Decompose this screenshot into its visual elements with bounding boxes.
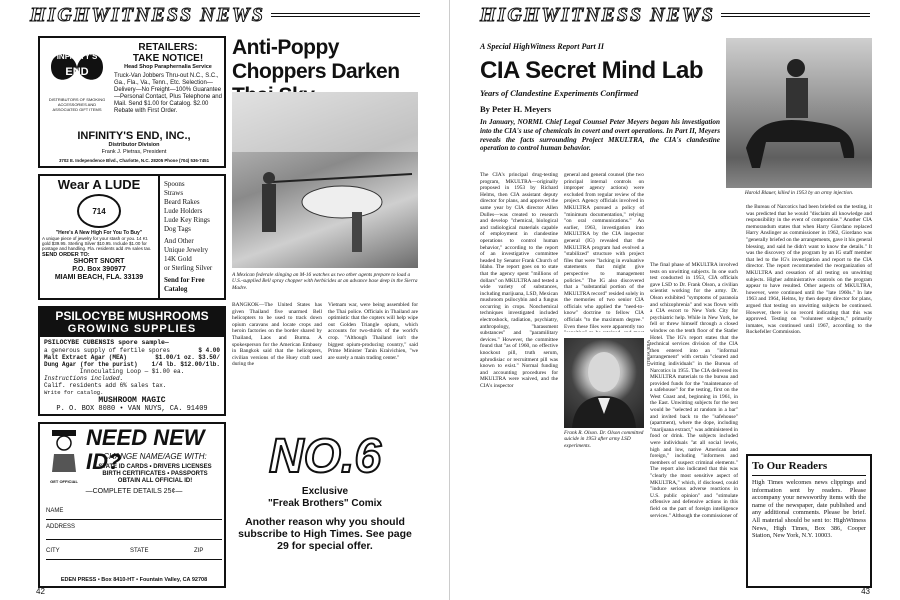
lude-item: Lude Key Rings (164, 216, 210, 224)
mushroom-catalog: Write for catalog. (44, 389, 104, 396)
masthead-right (480, 4, 870, 26)
lude-other-item: 14K Gold (164, 255, 192, 263)
mushroom-product-desc: a generous supply of fertile spores (44, 347, 171, 354)
id-subhead: CHANGE NAME/AGE WITH: (103, 452, 207, 461)
no6-exclusive: Exclusive (301, 486, 349, 497)
lude-catalog: Send for Free Catalog (164, 276, 205, 293)
mushroom-inoc: Innoculating Loop — $1.00 ea. (79, 368, 185, 375)
lude-ad (38, 174, 226, 300)
id-address-field[interactable] (46, 524, 222, 540)
blauer-photo (726, 38, 872, 188)
lude-city: MIAMI BEACH, FLA. 33139 (54, 273, 144, 281)
mushroom-ad (38, 306, 226, 416)
man-with-horse-icon (726, 38, 872, 188)
mushroom-tax: Calif. residents add 6% sales tax. (44, 382, 167, 389)
left-page-number: 42 (36, 587, 45, 596)
mushroom-address: P. O. BOX 8080 • VAN NUYS, CA. 91409 (56, 405, 208, 413)
lude-item: Straws (164, 189, 184, 197)
lude-other-label: And Other (164, 237, 194, 245)
report-byline: By Peter H. Meyers (480, 104, 552, 114)
id-ad (38, 422, 226, 588)
blauer-caption: Harold Blauer, killed in 1953 by an army injection. (744, 190, 854, 196)
lude-items (164, 180, 224, 294)
lude-item: Beard Rakes (164, 198, 200, 206)
id-line3: OBTAIN ALL OFFICIAL ID! (117, 478, 193, 484)
id-state-label: STATE (130, 548, 149, 554)
id-line1: STATE ID CARDS • DRIVERS LICENSES (98, 464, 212, 470)
id-name-field[interactable] (46, 508, 222, 520)
masthead-logo: HIGHWITNESS NEWS (30, 3, 265, 26)
right-page-number: 43 (861, 587, 870, 596)
infinity-address: 3702 E. Independence Blvd., Charlotte, N.C. 28205 Phone (704) 536-7451 (58, 158, 210, 163)
readers-body: High Times welcomes news clippings and information sent by readers. Please accompany your newsworthy items with the name of the newspaper, date published and any additional comments. Please be brief. All material should be sent to: HighWitness News, High Times, Box 386, Cooper Station, New York, N.Y. 10003. (752, 479, 866, 540)
lude-item: Dog Tags (164, 225, 191, 233)
lude-pill-icon (77, 194, 121, 228)
no6-comix: "Freak Brothers" Comix (268, 498, 382, 509)
helicopter-caption: A Mexican federale slinging an M-16 watches as two other agents prepare to load a U.S.-supplied Bell spray chopper with herbicides at an advance base deep in the Sierra Madre. (232, 272, 418, 291)
portrait-icon (564, 338, 644, 428)
report-col2: general and general counsel (the two principal internal controls on improper agency actions) were excluded from regular review of the project. Agency officials involved in MKULTRA pursued a policy of "minimum documentation," relying "on oral communications." An earlier, 1963, investigation into MKULTRA by the CIA inspector general (IG) revealed that the MKULTRA program had evolved a "stabilized" structure with project files that were "lacking in evaluative statements that might give perspective to management policies." The IG also discovered that a "substantial portion of the MKULTRA record" resided solely in the memories of two senior CIA officials who applied the "need-to-know" doctrine to fellow CIA officials "to the maximum degree." Even these files were apparently too (564, 172, 644, 330)
lude-tagline: "Here's A New High For You To Buy" (55, 230, 143, 236)
infinity-company: INFINITY'S END, INC., (77, 130, 191, 142)
id-footer: EDEN PRESS • Box 8410-HT • Fountain Valley, CA 92708 (60, 577, 208, 583)
left-article-col2: Vietnam war, were being assembled for the Thai police. Officials in Thailand are optimistic that the copters will help wipe out Golden Triangle opium, which accounts for two-thirds of the world's crop. "Although Thailand isn't the biggest opium-producing country," said Prime Minister Tanin Kraivichien, "we are surely a main trading center." (328, 302, 418, 361)
mushroom-headline2: GROWING SUPPLIES (67, 323, 197, 335)
lude-name: SHORT SNORT (73, 257, 125, 265)
masthead-rule (721, 13, 870, 17)
mushroom-malt-price: $1.00/1 oz. $3.50/ (155, 354, 220, 361)
infinity-logo (45, 42, 109, 112)
svg-text:INFINITY'S: INFINITY'S (56, 52, 98, 61)
lude-headline: Wear A LUDE (57, 177, 141, 192)
helicopter-photo (232, 92, 418, 268)
olson-photo (564, 338, 644, 428)
left-article-col1: BANGKOK—The United States has given Thailand five unarmed Bell helicopters to be used to track down opium caravans and locate crops and heroin factories on the border shared by Thailand, Laos and Burma. A spokesperson for the American Embassy in Bangkok said that the helicopters, civilian versions of the Huey craft used during the (232, 302, 322, 368)
infinity-headline1: RETAILERS: (138, 42, 198, 53)
id-name-label: NAME (46, 508, 64, 514)
olson-caption: Frank R. Olson. Dr. Olson committed suicide in 1953 after army LSD experiments. (564, 430, 644, 449)
id-details: —COMPLETE DETAILS 25¢— (85, 488, 183, 495)
mushroom-product-price: $ 4.00 (198, 347, 220, 354)
photo-credit: WIDE WORLD (646, 340, 651, 367)
id-address-label: ADDRESS (46, 524, 76, 530)
infinity-distributor: Distributor Division (108, 142, 160, 148)
infinity-sub: Head Shop Paraphernalia Service (124, 64, 212, 70)
id-zip-label: ZIP (194, 548, 204, 554)
svg-text:END: END (65, 66, 89, 78)
id-city-label: CITY (46, 548, 60, 554)
infinity-president: Frank J. Pietras, President (101, 149, 167, 155)
masthead-logo: HIGHWITNESS NEWS (480, 3, 715, 26)
mushroom-dung: Dung Agar (for the purist) (44, 361, 138, 368)
report-col1: The CIA's principal drug-testing program, MKULTRA—originally proposed in 1953 by Richard Helms, then CIA assistant deputy director for plans, and approved the same year by CIA director Allen Dulles—was created to research and develop "chemical, biological and radiological materials capable of employment in clandestine operations to control human behavior," according to the report of an investigative committee headed by Senator Frank Church of Idaho. The report goes on to state that the agency spent "millions of dollars" on MKULTRA and tested a wide variety of substances, including marijuana, LSD, Mexican mushroom psilocybin and a fungus occurring in crops. Nonchemical techniques investigated included electroshock, radiation, psychiatry, anthropology, "harassment substances" and "paramilitary devices." However, the committee found that "as of 1960, no effective knockout pill, truth serum, aphrodisiac or recruitment pill was known to exist." Normal funding and accounting procedures for MKULTRA were waived, and the CIA's inspector (480, 172, 558, 389)
readers-title: To Our Readers (752, 460, 866, 476)
lude-desc: A unique piece of jewelry for your stash or you. 14 Kt. gold $39.95. Sterling Silver $10.95. Include $1.00 for postage and handling. Fla. residents add 4% sales tax. (42, 236, 152, 252)
report-headline: CIA Secret Mind Lab (480, 57, 703, 84)
report-kicker: A Special HighWitness Report Part II (480, 42, 604, 51)
no6-ad (232, 430, 418, 588)
id-city-state-zip-field[interactable] (46, 548, 222, 560)
helicopter-icon (232, 92, 418, 268)
mushroom-instructions: Instructions included. (44, 375, 124, 382)
lude-order-label: SEND ORDER TO: (42, 251, 90, 258)
mushroom-dung-price: 1/4 lb. $12.00/1lb. (151, 361, 220, 368)
infinity-body: Truck-Van Jobbers Thru-out N.C., S.C., Ga., Fla., Va., Tenn., Etc. Selection—Delivery—No Freight—100% Guarantee—Personal Contact, Plus Telephone and Mail. Send $1.00 for Catalog. $2.00 Rebate with First Order. (114, 73, 222, 114)
lude-item: Spoons (164, 180, 185, 188)
report-intro: In January, NORML Chief Legal Counsel Peter Meyers began his investigation into the CIA's use of chemicals in covert and overt operations. In Part II, Meyers reveals the facts surrounding Project MKULTRA, the CIA's clandestine operation to control human behavior. (480, 118, 720, 153)
infinity-logo-sub: DISTRIBUTORS OF SMOKING ACCESSORIES AND ASSOCIATED GIFT ITEMS (48, 97, 106, 112)
id-figure-label: GET OFFICIAL (50, 479, 78, 484)
lude-other-item: Unique Jewelry (164, 246, 209, 254)
mushroom-product: PSILOCYBE CUBENSIS spore sample— (44, 339, 169, 346)
lude-other-item: or Sterling Silver (164, 264, 213, 272)
mushroom-headline1: PSILOCYBE MUSHROOMS (55, 309, 209, 323)
right-page (450, 0, 900, 600)
report-col4: the Bureau of Narcotics had been briefed on the testing, it was predicted that he would "disclaim all knowledge and responsibility in the event of compromise." Another CIA memorandum states that when Harry Giordano replaced Harry Anslinger as commissioner in 1962, Giordano was "generally briefed on the arrangements, gave it his general blessing, and said he didn't want to know the details." It was the discovery of the program by an IG staff member that led to the IG's investigation and report to the CIA director. The report recommended the reorganization of MKULTRA and cessation of all testing on unwitting subjects. Higher administrative controls on the program appear to have resulted. Other aspects of MKULTRA, however, were continued until the "late 1960s." In late 1963 and 1964, Helms, by then deputy director for plans, argued that testing on unwitting subjects be continued. However, there is no record indicating that this was approved. Testing on "volunteer subjects," primarily inmates, was continued until 1967, according to the Rockefeller Commission. (746, 204, 872, 336)
id-headline: NEED NEW ID? (86, 425, 205, 474)
readers-box (746, 454, 872, 588)
mushroom-name: MUSHROOM MAGIC (98, 396, 166, 405)
lude-badge: 714 (92, 206, 106, 216)
officer-figure-icon (44, 428, 84, 474)
infinity-headline2: TAKE NOTICE! (132, 53, 204, 64)
report-deck: Years of Clandestine Experiments Confirmed (480, 88, 639, 98)
lude-box: P.O. Box 390977 (72, 265, 126, 273)
report-col3: The final phase of MKULTRA involved tests on unwitting subjects. In one such test conducted in 1953, CIA officials gave LSD to Dr. Frank Olson, a civilian scientist working for the army. Dr. Olson exhibited "symptoms of paranoia and schizophrenia" and was flown with a CIA escort to New York City for psychiatric help. While in New York, he fell or threw himself through a closed window on the tenth floor of the Statler Hotel. The IG's report states that the technical services division of the CIA then entered into an "informal arrangement" with certain "cleared and witting individuals" in the Bureau of Narcotics in 1955. The CIA delivered its MKULTRA materials to the bureau and provided funds for the "maintenance of a safehouse" for the testing, first on the West Coast and, beginning in 1961, in the East. Unwitting subjects for the test would be "selected at random in a bar" and invited back to the "safehouse" (apartment), where the dope, including "marijuana extract," was administered in food or drink. The subjects included were individuals "at all social levels, high and low, native American and foreign," including "informers and members of suspect criminal elements." The report also indicated that this was "clearly the most sensitive aspect of MKULTRA," which, if disclosed, could "induce serious adverse reactions in U.S. public opinion" and "stimulate offensive and defensive actions in this field on the part of foreign intelligence services." Although the commissioner of (650, 262, 738, 519)
id-line2: BIRTH CERTIFICATES • PASSPORTS (102, 471, 208, 477)
lude-item: Lude Holders (164, 207, 203, 215)
id-figure (44, 428, 84, 484)
left-article-headline: Anti-Poppy Choppers Darken (232, 36, 400, 83)
masthead-rule (271, 13, 420, 17)
masthead-left (30, 4, 420, 26)
infinity-logo-icon (45, 42, 109, 92)
mushroom-malt: Malt Extract Agar (MEA) (44, 354, 127, 361)
no6-pitch: Another reason why you should subscribe to High Times. See page 29 for special offer. (238, 516, 412, 552)
no6-logo: NO.6 (268, 430, 382, 483)
infinity-ad (38, 36, 226, 168)
